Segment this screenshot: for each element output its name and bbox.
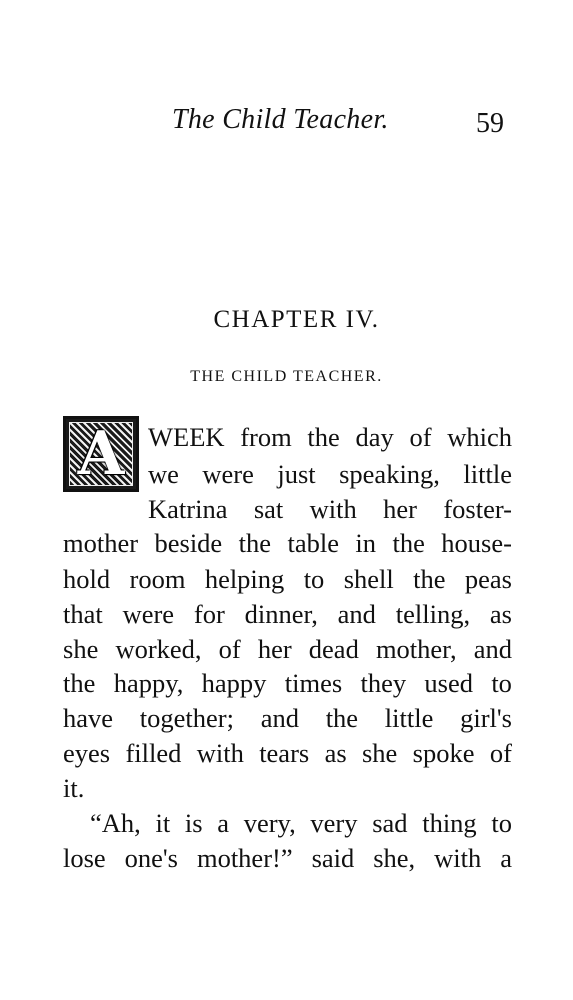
word: to [303,564,325,594]
word: mother [63,528,139,558]
word: times [284,668,343,698]
drop-cap-ornament [69,419,133,489]
text-line [148,424,512,451]
word: with [434,843,482,873]
word: spoke [412,738,475,768]
word: happy, [113,668,184,698]
chapter-heading: CHAPTER IV. [213,306,380,333]
word: she, [373,843,416,873]
word: one's [124,843,178,873]
word: together; [139,703,234,733]
word: little [463,459,512,489]
word: table [287,528,339,558]
word: she [361,738,398,768]
word: it [155,808,171,838]
word: her [383,494,417,524]
word: beside [154,528,223,558]
word: of [218,634,241,664]
text-line [63,775,512,802]
word: very [310,808,358,838]
word: sat [253,494,284,524]
word: the [392,528,425,558]
text-line [148,496,512,523]
word: which [447,422,512,452]
text-line [63,705,512,732]
word: speaking, [339,459,440,489]
word: with [309,494,357,524]
word: were [122,599,175,629]
word: the [325,703,359,733]
word: she [63,634,99,664]
word: a [217,808,230,838]
word: just [277,459,316,489]
word: the [63,668,96,698]
word: a [500,843,512,873]
word: very, [243,808,296,838]
text-line [63,601,512,628]
word: house- [441,528,512,558]
word: eyes [63,738,111,768]
word: “Ah, [90,808,141,838]
word: of [409,422,432,452]
text-line [63,636,512,663]
word: hold [63,564,111,594]
word: little [384,703,434,733]
word: mother!” [196,843,293,873]
text-line [90,810,512,837]
text-line [63,530,512,557]
word: we [148,459,179,489]
word: to [491,808,512,838]
word: dinner, [244,599,318,629]
word: room [129,564,186,594]
text-line [63,845,512,872]
word: foster- [443,494,512,524]
word: tears [259,738,310,768]
word: said [311,843,355,873]
word: telling, [395,599,471,629]
text-line [63,670,512,697]
word: with [196,738,244,768]
word: girl's [460,703,512,733]
word: Katrina [148,494,228,524]
chapter-subtitle: THE CHILD TEACHER. [190,368,383,385]
word: that [63,599,103,629]
word: the [307,422,340,452]
word: as [489,599,512,629]
word: from [240,422,292,452]
word: the [238,528,272,558]
word: have [63,703,114,733]
word: used [424,668,473,698]
word: as [324,738,347,768]
word: to [491,668,512,698]
word: sad [372,808,408,838]
text-line [63,566,512,593]
word: and [260,703,299,733]
text-line [63,740,512,767]
word: for [193,599,225,629]
drop-cap-letter: A [77,419,125,489]
word: her [257,634,292,664]
text-line [148,461,512,488]
running-title: The Child Teacher. [172,104,389,135]
word: it. [63,773,85,803]
word: mother, [375,634,457,664]
word: filled [125,738,182,768]
word: shell [343,564,394,594]
word: happy [201,668,267,698]
word: day [355,422,394,452]
word: and [473,634,512,664]
word: peas [464,564,512,594]
word: lose [63,843,106,873]
page-number: 59 [476,108,504,139]
word: the [413,564,446,594]
word: worked, [115,634,202,664]
word: were [202,459,254,489]
word: helping [204,564,285,594]
word: dead [308,634,359,664]
word: WEEK [148,422,225,452]
word: thing [422,808,477,838]
ornamental-drop-cap [63,416,139,492]
word: and [337,599,376,629]
word: of [489,738,512,768]
word: in [355,528,377,558]
word: is [184,808,203,838]
word: they [360,668,407,698]
